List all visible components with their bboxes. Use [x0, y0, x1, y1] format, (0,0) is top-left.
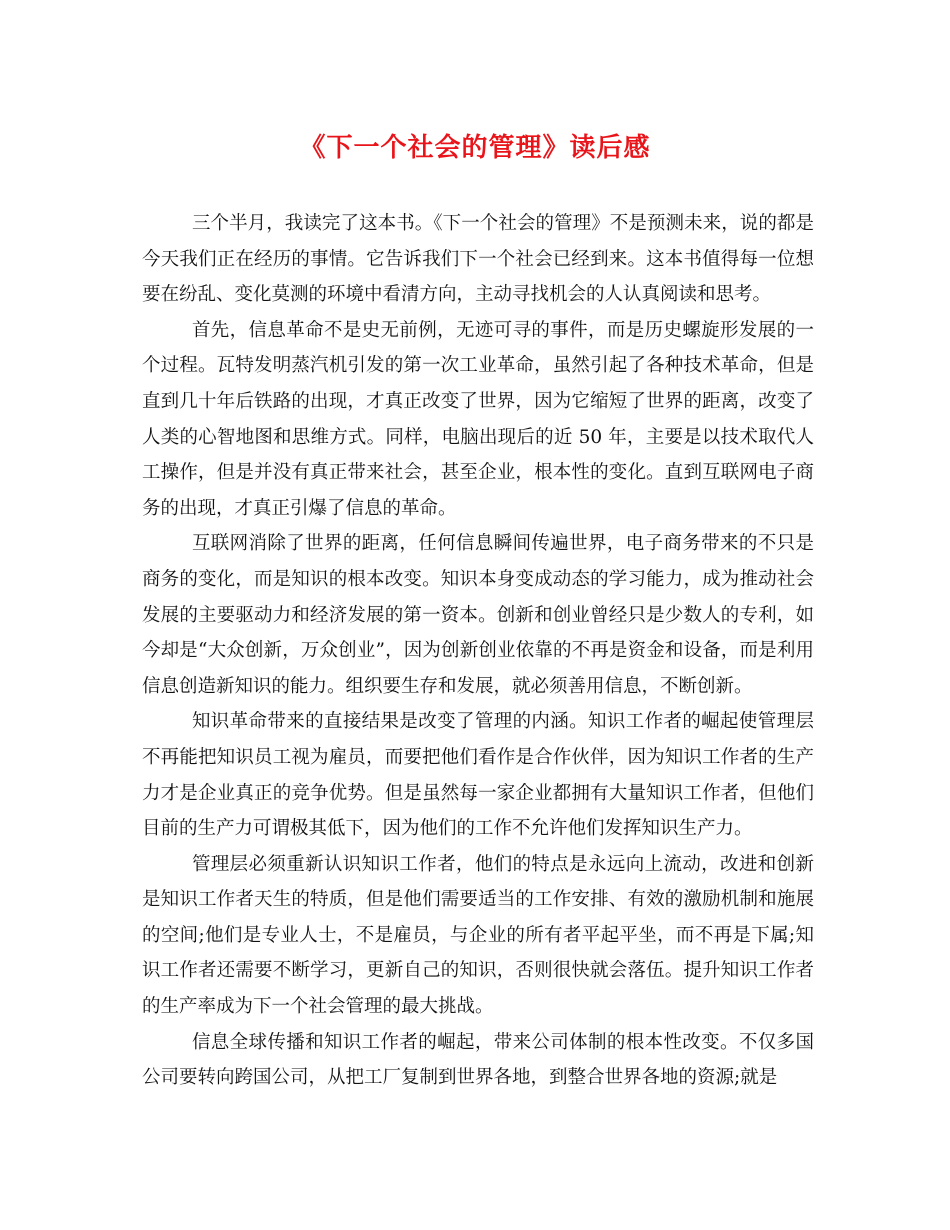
paragraph: 信息全球传播和知识工作者的崛起，带来公司体制的根本性改变。不仅多国公司要转向跨国公司，从把工厂复制到世界各地，到整合世界各地的资源;就是	[142, 1031, 814, 1089]
paragraph: 三个半月，我读完了这本书。《下一个社会的管理》不是预测未来，说的都是今天我们正在经历的事情。它告诉我们下一个社会已经到来。这本书值得每一位想要在纷乱、变化莫测的环境中看清方向，主动寻找机会的人认真阅读和思考。	[142, 213, 814, 306]
paragraph: 管理层必须重新认识知识工作者，他们的特点是永远向上流动，改进和创新是知识工作者天生的特质，但是他们需要适当的工作安排、有效的激励机制和施展的空间;他们是专业人士，不是雇员，与企业的所有者平起平坐，而不再是下属;知识工作者还需要不断学习，更新自己的知识，否则很快就会落伍。提升知识工作者的生产率成为下一个社会管理的最大挑战。	[142, 853, 814, 1018]
paragraph: 互联网消除了世界的距离，任何信息瞬间传遍世界，电子商务带来的不只是商务的变化，而是知识的根本改变。知识本身变成动态的学习能力，成为推动社会发展的主要驱动力和经济发展的第一资本。创新和创业曾经只是少数人的专利，如今却是“大众创新，万众创业”，因为创新创业依靠的不再是资金和设备，而是利用信息创造新知识的能力。组织要生存和发展，就必须善用信息，不断创新。	[142, 533, 814, 697]
paragraph: 首先，信息革命不是史无前例，无迹可寻的事件，而是历史螺旋形发展的一个过程。瓦特发明蒸汽机引发的第一次工业革命，虽然引起了各种技术革命，但是直到几十年后铁路的出现，才真正改变了世界，因为它缩短了世界的距离，改变了人类的心智地图和思维方式。同样，电脑出现后的近 50 年，主要是以技术取代人工操作，但是并没有真正带来社会，甚至企业，根本性的变化。直到互联网电子商务的出现，才真正引爆了信息的革命。	[142, 319, 814, 519]
document-body	[142, 206, 814, 1096]
paragraph: 知识革命带来的直接结果是改变了管理的内涵。知识工作者的崛起使管理层不再能把知识员工视为雇员，而要把他们看作是合作伙伴，因为知识工作者的生产力才是企业真正的竞争优势。但是虽然每一家企业都拥有大量知识工作者，但他们目前的生产力可谓极其低下，因为他们的工作不允许他们发挥知识生产力。	[142, 711, 814, 840]
document-title: 《下一个社会的管理》读后感	[299, 133, 651, 163]
